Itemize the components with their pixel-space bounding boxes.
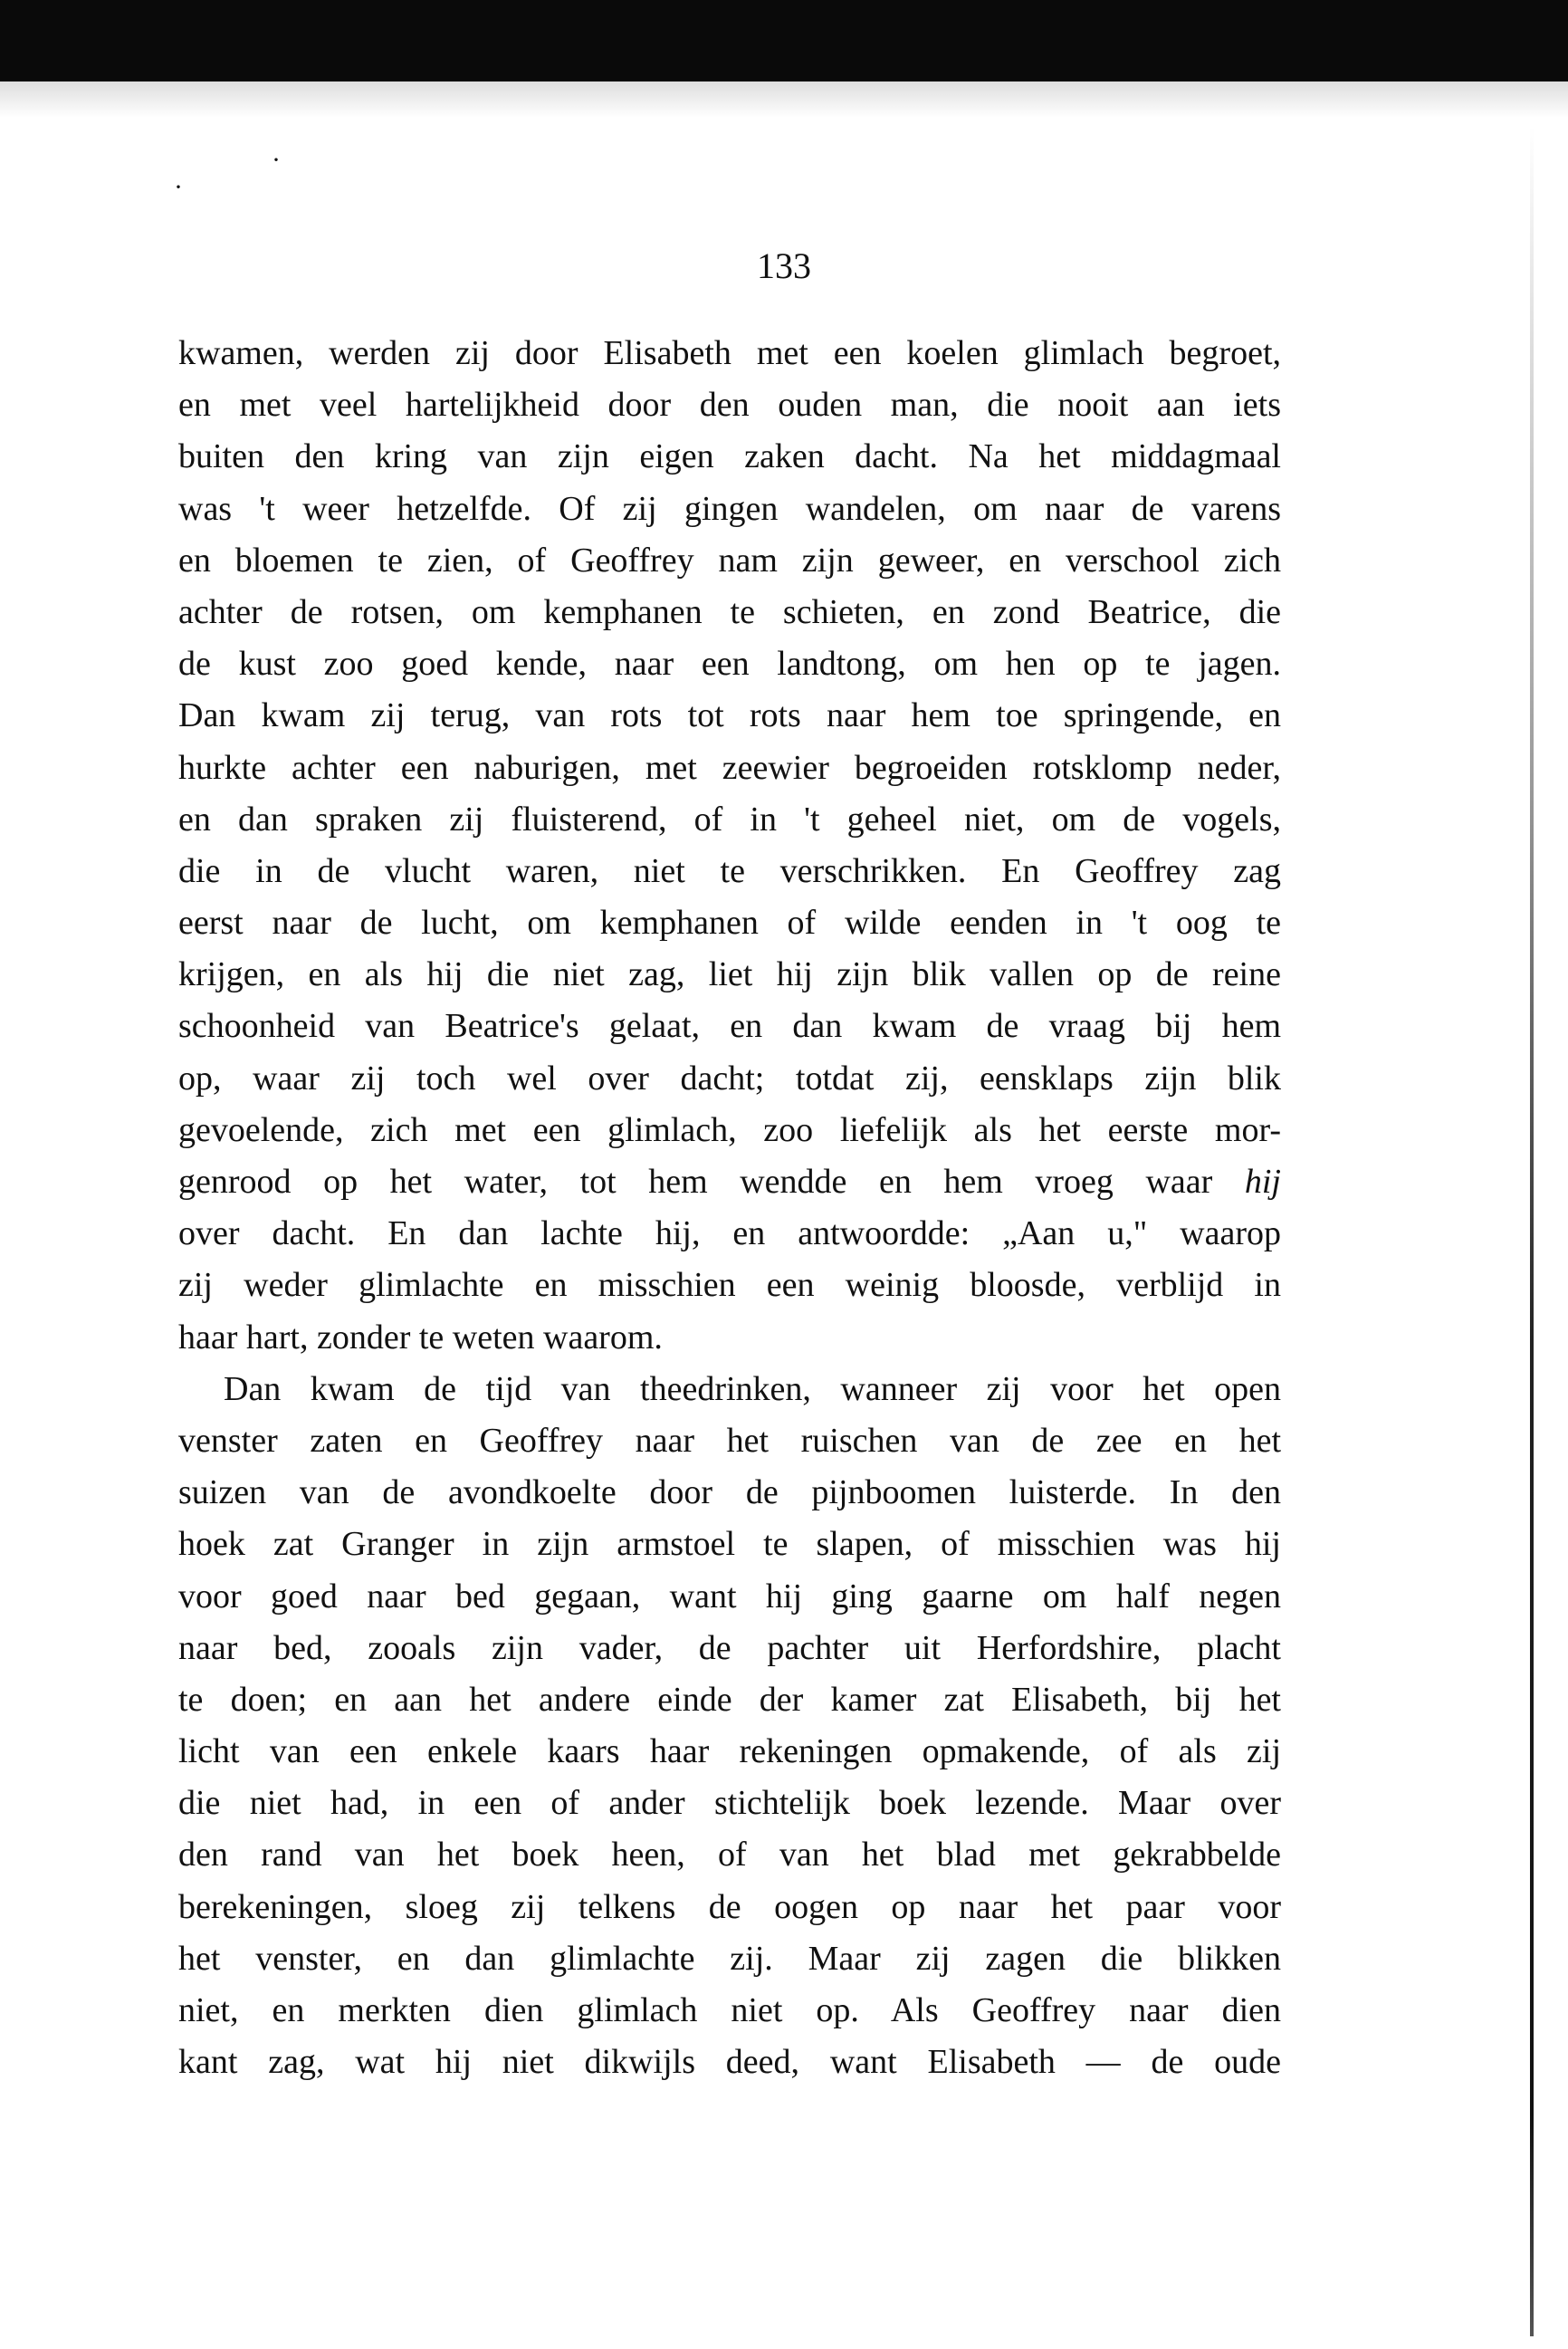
- text-line: de kust zoo goed kende, naar een landtong, om hen op te jagen.: [178, 645, 1281, 684]
- scan-speck: ·: [272, 145, 281, 175]
- text-line: krijgen, en als hij die niet zag, liet hij zijn blik vallen op de reine: [178, 955, 1281, 994]
- text-line: niet, en merkten dien glimlach niet op. Als Geoffrey naar dien: [178, 1991, 1281, 2029]
- text-line: kant zag, wat hij niet dikwijls deed, want Elisabeth — de oude: [178, 2043, 1281, 2082]
- text-line: venster zaten en Geoffrey naar het ruischen van de zee en het: [178, 1421, 1281, 1460]
- text-line: kwamen, werden zij door Elisabeth met een koelen glimlach begroet,: [178, 334, 1281, 372]
- text-line: over dacht. En dan lachte hij, en antwoordde: „Aan u," waarop: [178, 1214, 1281, 1253]
- emphasis: hij: [1244, 1163, 1281, 1201]
- text-line: achter de rotsen, om kemphanen te schieten, en zond Beatrice, die: [178, 592, 1281, 631]
- text-line: naar bed, zooals zijn vader, de pachter uit Herfordshire, placht: [178, 1628, 1281, 1667]
- text-line: haar hart, zonder te weten waarom.: [178, 1318, 663, 1357]
- body-text: [178, 328, 1281, 2088]
- text-line: Dan kwam zij terug, van rots tot rots naar hem toe springende, en: [178, 696, 1281, 735]
- text-line: was 't weer hetzelfde. Of zij gingen wandelen, om naar de varens: [178, 489, 1281, 528]
- text-line: den rand van het boek heen, of van het blad met gekrabbelde: [178, 1836, 1281, 1874]
- text-line: suizen van de avondkoelte door de pijnboomen luisterde. In den: [178, 1473, 1281, 1512]
- text-line: Dan kwam de tijd van theedrinken, wanneer zij voor het open: [224, 1369, 1281, 1408]
- page-number: 133: [757, 245, 811, 286]
- text-line: berekeningen, sloeg zij telkens de oogen op naar het paar voor: [178, 1887, 1281, 1926]
- text-line: op, waar zij toch wel over dacht; totdat zij, eensklaps zijn blik: [178, 1059, 1281, 1098]
- scan-shadow: [0, 81, 1568, 118]
- scan-speck: ·: [174, 172, 183, 202]
- text-line: die in de vlucht waren, niet te verschrikken. En Geoffrey zag: [178, 851, 1281, 890]
- text-line: licht van een enkele kaars haar rekeningen opmakende, of als zij: [178, 1732, 1281, 1771]
- text-line: eerst naar de lucht, om kemphanen of wilde eenden in 't oog te: [178, 904, 1281, 943]
- text-line: zij weder glimlachte en misschien een weinig bloosde, verblijd in: [178, 1266, 1281, 1305]
- text-line: die niet had, in een of ander stichtelijk boek lezende. Maar over: [178, 1784, 1281, 1823]
- text-line: hurkte achter een naburigen, met zeewier begroeiden rotsklomp neder,: [178, 748, 1281, 787]
- text-line: buiten den kring van zijn eigen zaken dacht. Na het middagmaal: [178, 437, 1281, 476]
- text-line: hoek zat Granger in zijn armstoel te slapen, of misschien was hij: [178, 1525, 1281, 1564]
- text-line: voor goed naar bed gegaan, want hij ging gaarne om half negen: [178, 1577, 1281, 1616]
- text-line: en dan spraken zij fluisterend, of in 't geheel niet, om de vogels,: [178, 800, 1281, 839]
- text-line: het venster, en dan glimlachte zij. Maar zij zagen die blikken: [178, 1939, 1281, 1978]
- text-line: schoonheid van Beatrice's gelaat, en dan kwam de vraag bij hem: [178, 1007, 1281, 1046]
- scan-top-border: [0, 0, 1568, 81]
- text-line: genrood op het water, tot hem wendde en hem vroeg waar hij: [178, 1163, 1281, 1201]
- text-line: gevoelende, zich met een glimlach, zoo liefelijk als het eerste mor-: [178, 1110, 1281, 1149]
- text-line: te doen; en aan het andere einde der kamer zat Elisabeth, bij het: [178, 1680, 1281, 1719]
- text-line: en bloemen te zien, of Geoffrey nam zijn geweer, en verschool zich: [178, 541, 1281, 580]
- scan-right-edge: [1530, 127, 1534, 2336]
- text-line: en met veel hartelijkheid door den ouden man, die nooit aan iets: [178, 386, 1281, 425]
